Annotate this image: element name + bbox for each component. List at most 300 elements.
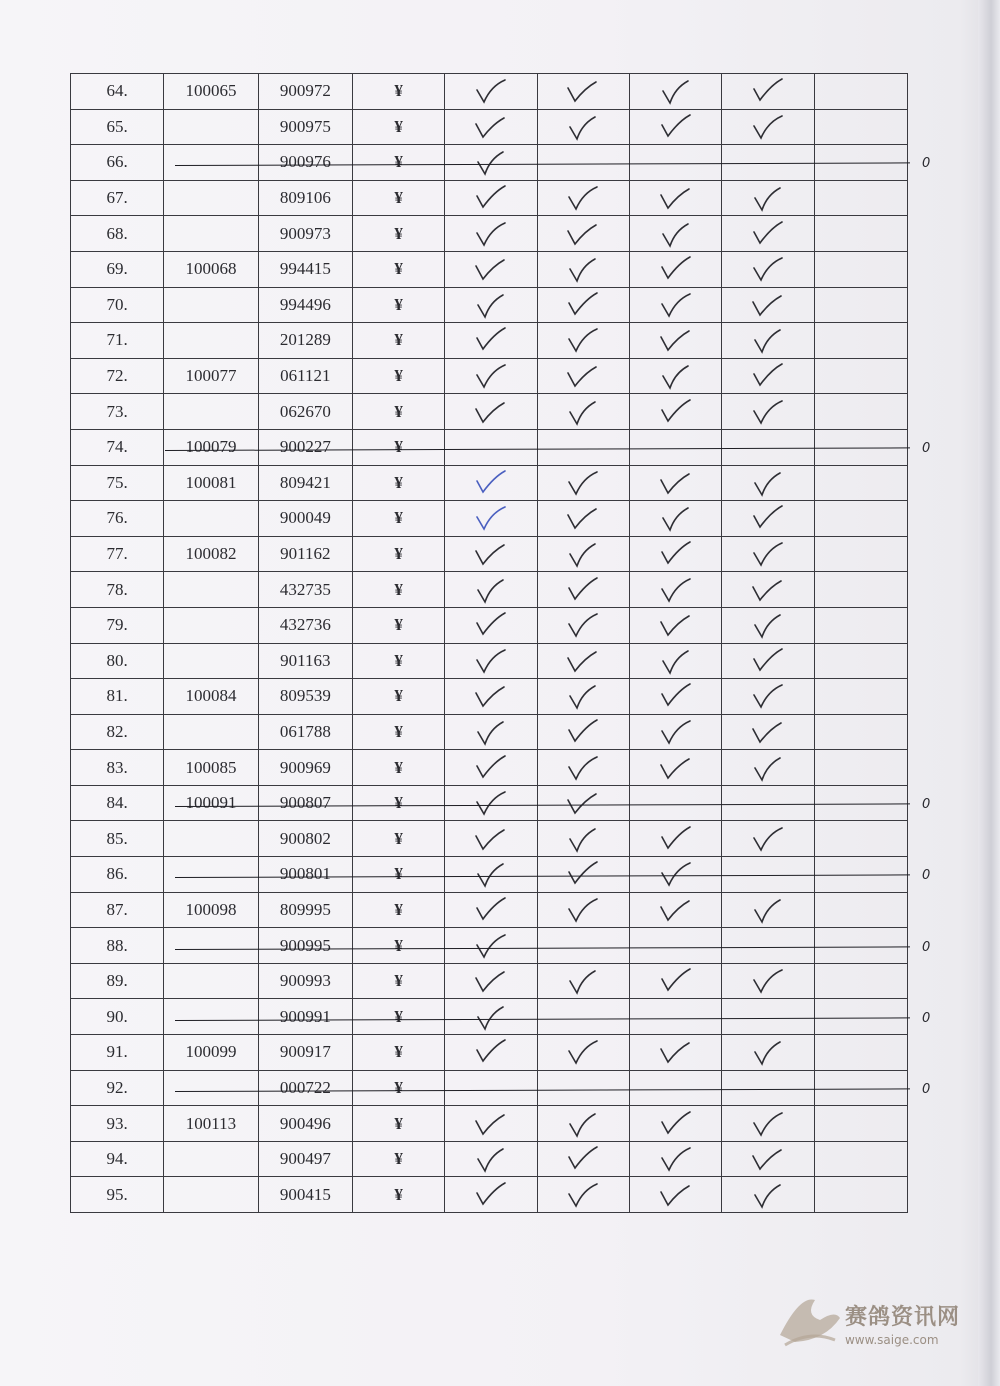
ring-number: 900802 [258, 821, 352, 857]
notes-cell [814, 572, 907, 608]
owner-id [164, 145, 258, 181]
checkmark-icon [748, 468, 788, 498]
check-cell [445, 750, 537, 786]
checkmark-icon [563, 76, 603, 106]
row-number: 72. [71, 358, 164, 394]
notes-cell [814, 963, 907, 999]
notes-cell [814, 714, 907, 750]
check-cell [722, 928, 814, 964]
check-cell [445, 572, 537, 608]
checkmark-icon [563, 824, 603, 854]
checkmark-icon [563, 183, 603, 213]
check-cell [445, 358, 537, 394]
table-row [71, 358, 908, 394]
ring-number: 809421 [258, 465, 352, 501]
owner-id [164, 394, 258, 430]
check-cell [629, 1035, 721, 1071]
check-cell [722, 536, 814, 572]
ring-number: 061121 [258, 358, 352, 394]
checkmark-icon [563, 1144, 603, 1174]
checkmark-icon [748, 1109, 788, 1139]
check-cell [629, 1106, 721, 1142]
table-row [71, 287, 908, 323]
checkmark-icon [656, 254, 696, 284]
checkmark-icon [656, 1037, 696, 1067]
row-number: 95. [71, 1177, 164, 1213]
table-body [71, 74, 908, 1213]
checkmark-icon [471, 753, 511, 783]
owner-id: 100113 [164, 1106, 258, 1142]
check-cell [537, 536, 629, 572]
checkmark-icon [563, 219, 603, 249]
check-cell [445, 109, 537, 145]
checkmark-icon [563, 325, 603, 355]
ring-number: 900497 [258, 1141, 352, 1177]
check-cell [445, 607, 537, 643]
check-cell [629, 1177, 721, 1213]
checkmark-icon [748, 753, 788, 783]
currency-mark: ¥ [352, 857, 444, 893]
checkmark-icon [563, 717, 603, 747]
check-cell [445, 643, 537, 679]
check-cell [445, 679, 537, 715]
margin-zero-mark: 0 [922, 441, 931, 457]
row-number: 84. [71, 785, 164, 821]
table-row [71, 216, 908, 252]
notes-cell [814, 109, 907, 145]
row-number: 70. [71, 287, 164, 323]
row-number: 75. [71, 465, 164, 501]
checkmark-icon [748, 254, 788, 284]
owner-id [164, 216, 258, 252]
ring-number: 900496 [258, 1106, 352, 1142]
checkmark-icon [471, 717, 511, 747]
check-cell [722, 394, 814, 430]
table-row [71, 74, 908, 110]
notes-cell [814, 501, 907, 537]
owner-id [164, 180, 258, 216]
owner-id: 100065 [164, 74, 258, 110]
owner-id [164, 643, 258, 679]
currency-mark: ¥ [352, 999, 444, 1035]
table-row [71, 109, 908, 145]
check-cell [445, 892, 537, 928]
currency-mark: ¥ [352, 394, 444, 430]
ring-number: 201289 [258, 323, 352, 359]
check-cell [537, 180, 629, 216]
check-cell [537, 1141, 629, 1177]
checkmark-icon [563, 397, 603, 427]
owner-id: 100081 [164, 465, 258, 501]
owner-id [164, 1141, 258, 1177]
ring-number: 000722 [258, 1070, 352, 1106]
currency-mark: ¥ [352, 963, 444, 999]
check-cell [629, 358, 721, 394]
notes-cell [814, 536, 907, 572]
ring-number: 994415 [258, 251, 352, 287]
check-cell [722, 892, 814, 928]
row-number: 66. [71, 145, 164, 181]
checkmark-icon [471, 788, 511, 818]
table-row [71, 323, 908, 359]
check-cell [445, 928, 537, 964]
ring-number: 432736 [258, 607, 352, 643]
row-number: 82. [71, 714, 164, 750]
notes-cell [814, 1035, 907, 1071]
row-number: 81. [71, 679, 164, 715]
check-cell [722, 501, 814, 537]
check-cell [722, 109, 814, 145]
check-cell [629, 501, 721, 537]
row-number: 79. [71, 607, 164, 643]
currency-mark: ¥ [352, 180, 444, 216]
ring-number: 900917 [258, 1035, 352, 1071]
checkmark-icon [748, 1144, 788, 1174]
check-cell [445, 999, 537, 1035]
notes-cell [814, 679, 907, 715]
watermark-url: www.saige.com [844, 1333, 939, 1347]
checkmark-icon [563, 895, 603, 925]
checkmark-icon [471, 1037, 511, 1067]
table-row [71, 714, 908, 750]
check-cell [445, 536, 537, 572]
notes-cell [814, 1141, 907, 1177]
notes-cell [814, 465, 907, 501]
check-cell [629, 714, 721, 750]
ring-number: 432735 [258, 572, 352, 608]
notes-cell [814, 74, 907, 110]
row-number: 65. [71, 109, 164, 145]
check-cell [629, 928, 721, 964]
checkmark-icon [748, 575, 788, 605]
ring-number: 900993 [258, 963, 352, 999]
check-cell [445, 963, 537, 999]
margin-zero-mark: 0 [922, 156, 931, 172]
checkmark-icon [656, 468, 696, 498]
currency-mark: ¥ [352, 785, 444, 821]
check-cell [445, 251, 537, 287]
check-cell [537, 429, 629, 465]
check-cell [722, 572, 814, 608]
checkmark-icon [748, 610, 788, 640]
currency-mark: ¥ [352, 216, 444, 252]
checkmark-icon [748, 503, 788, 533]
check-cell [722, 750, 814, 786]
check-cell [445, 74, 537, 110]
row-number: 68. [71, 216, 164, 252]
pigeon-logo-icon [775, 1290, 845, 1350]
page-edge [978, 0, 1000, 1386]
checkmark-icon [471, 147, 511, 177]
ring-number: 900227 [258, 429, 352, 465]
ring-number: 900801 [258, 857, 352, 893]
currency-mark: ¥ [352, 572, 444, 608]
ring-number: 900991 [258, 999, 352, 1035]
check-cell [537, 251, 629, 287]
checkmark-icon [471, 1144, 511, 1174]
row-number: 85. [71, 821, 164, 857]
ring-number: 809995 [258, 892, 352, 928]
table-row [71, 607, 908, 643]
check-cell [445, 714, 537, 750]
margin-zero-mark: 0 [922, 1081, 931, 1097]
check-cell [629, 74, 721, 110]
check-cell [537, 892, 629, 928]
table-row [71, 501, 908, 537]
checkmark-icon [563, 610, 603, 640]
check-cell [537, 358, 629, 394]
check-cell [629, 1141, 721, 1177]
checkmark-icon [748, 76, 788, 106]
check-cell [445, 429, 537, 465]
row-number: 73. [71, 394, 164, 430]
checkmark-icon [471, 646, 511, 676]
table-row [71, 251, 908, 287]
checkmark-icon [471, 824, 511, 854]
owner-id [164, 607, 258, 643]
owner-id: 100084 [164, 679, 258, 715]
check-cell [537, 323, 629, 359]
check-cell [629, 821, 721, 857]
checkmark-icon [748, 1037, 788, 1067]
check-cell [722, 216, 814, 252]
checkmark-icon [471, 290, 511, 320]
table-row [71, 1106, 908, 1142]
notes-cell [814, 750, 907, 786]
check-cell [537, 1106, 629, 1142]
table-row [71, 572, 908, 608]
check-cell [629, 216, 721, 252]
row-number: 92. [71, 1070, 164, 1106]
ring-number: 900972 [258, 74, 352, 110]
currency-mark: ¥ [352, 714, 444, 750]
check-cell [629, 963, 721, 999]
owner-id [164, 821, 258, 857]
check-cell [537, 109, 629, 145]
owner-id [164, 999, 258, 1035]
checkmark-icon [656, 76, 696, 106]
currency-mark: ¥ [352, 251, 444, 287]
check-cell [445, 1141, 537, 1177]
table-row [71, 928, 908, 964]
check-cell [629, 607, 721, 643]
ring-number: 900969 [258, 750, 352, 786]
owner-id [164, 572, 258, 608]
ring-number: 900976 [258, 145, 352, 181]
ring-number: 900975 [258, 109, 352, 145]
owner-id: 100098 [164, 892, 258, 928]
check-cell [537, 74, 629, 110]
row-number: 71. [71, 323, 164, 359]
check-cell [722, 963, 814, 999]
owner-id [164, 501, 258, 537]
checkmark-icon [656, 895, 696, 925]
checkmark-icon [748, 112, 788, 142]
checkmark-icon [748, 539, 788, 569]
checkmark-icon [471, 1109, 511, 1139]
check-cell [445, 145, 537, 181]
check-cell [722, 643, 814, 679]
table-row [71, 465, 908, 501]
check-cell [537, 857, 629, 893]
check-cell [445, 501, 537, 537]
checkmark-icon [471, 931, 511, 961]
checkmark-icon [563, 503, 603, 533]
checkmark-icon [563, 753, 603, 783]
check-cell [537, 1070, 629, 1106]
row-number: 91. [71, 1035, 164, 1071]
row-number: 87. [71, 892, 164, 928]
check-cell [629, 251, 721, 287]
check-cell [537, 572, 629, 608]
checkmark-icon [748, 966, 788, 996]
check-cell [445, 287, 537, 323]
checkmark-icon [471, 76, 511, 106]
currency-mark: ¥ [352, 536, 444, 572]
row-number: 77. [71, 536, 164, 572]
check-cell [722, 74, 814, 110]
owner-id: 100099 [164, 1035, 258, 1071]
check-cell [537, 750, 629, 786]
owner-id [164, 963, 258, 999]
check-cell [629, 892, 721, 928]
margin-zero-mark: 0 [922, 939, 931, 955]
owner-id [164, 714, 258, 750]
currency-mark: ¥ [352, 750, 444, 786]
notes-cell [814, 607, 907, 643]
owner-id [164, 323, 258, 359]
checkmark-icon [748, 717, 788, 747]
ring-number: 900995 [258, 928, 352, 964]
owner-id: 100079 [164, 429, 258, 465]
currency-mark: ¥ [352, 1070, 444, 1106]
margin-zero-mark: 0 [922, 1010, 931, 1026]
check-cell [537, 643, 629, 679]
check-cell [629, 180, 721, 216]
check-cell [722, 679, 814, 715]
currency-mark: ¥ [352, 679, 444, 715]
checkmark-icon [656, 753, 696, 783]
owner-id [164, 1177, 258, 1213]
notes-cell [814, 892, 907, 928]
checkmark-icon [471, 503, 511, 533]
checkmark-icon [471, 254, 511, 284]
watermark-title: 赛鸽资讯网 [844, 1305, 960, 1330]
check-cell [537, 607, 629, 643]
check-cell [722, 287, 814, 323]
checkmark-icon [748, 183, 788, 213]
table-row [71, 821, 908, 857]
owner-id: 100082 [164, 536, 258, 572]
check-cell [629, 1070, 721, 1106]
checkmark-icon [471, 468, 511, 498]
check-cell [722, 714, 814, 750]
table-row [71, 1141, 908, 1177]
ring-number: 900807 [258, 785, 352, 821]
ring-number: 901163 [258, 643, 352, 679]
checkmark-icon [656, 966, 696, 996]
margin-zero-mark: 0 [922, 868, 931, 884]
owner-id [164, 287, 258, 323]
owner-id [164, 1070, 258, 1106]
check-cell [537, 679, 629, 715]
checkmark-icon [563, 290, 603, 320]
checkmark-icon [656, 325, 696, 355]
check-cell [722, 1177, 814, 1213]
owner-id: 100085 [164, 750, 258, 786]
checkmark-icon [656, 1109, 696, 1139]
check-cell [537, 216, 629, 252]
check-cell [629, 394, 721, 430]
row-number: 80. [71, 643, 164, 679]
check-cell [629, 287, 721, 323]
notes-cell [814, 287, 907, 323]
check-cell [722, 180, 814, 216]
notes-cell [814, 323, 907, 359]
check-cell [537, 714, 629, 750]
checkmark-icon [471, 397, 511, 427]
check-cell [629, 999, 721, 1035]
checkmark-icon [471, 966, 511, 996]
checkmark-icon [563, 1109, 603, 1139]
check-cell [537, 785, 629, 821]
checkmark-icon [471, 575, 511, 605]
row-number: 74. [71, 429, 164, 465]
check-cell [445, 1106, 537, 1142]
check-cell [537, 999, 629, 1035]
check-cell [537, 821, 629, 857]
currency-mark: ¥ [352, 145, 444, 181]
check-cell [445, 323, 537, 359]
notes-cell [814, 394, 907, 430]
check-cell [537, 394, 629, 430]
currency-mark: ¥ [352, 429, 444, 465]
row-number: 67. [71, 180, 164, 216]
checkmark-icon [656, 1180, 696, 1210]
table-row [71, 643, 908, 679]
checkmark-icon [563, 966, 603, 996]
currency-mark: ¥ [352, 287, 444, 323]
table-row [71, 180, 908, 216]
check-cell [629, 750, 721, 786]
table-row [71, 750, 908, 786]
owner-id: 100068 [164, 251, 258, 287]
check-cell [445, 821, 537, 857]
check-cell [445, 1035, 537, 1071]
checkmark-icon [471, 681, 511, 711]
checkmark-icon [563, 681, 603, 711]
row-number: 89. [71, 963, 164, 999]
checkmark-icon [656, 290, 696, 320]
checkmark-icon [471, 895, 511, 925]
currency-mark: ¥ [352, 1141, 444, 1177]
registration-table [70, 73, 908, 1213]
table-row [71, 892, 908, 928]
table-row [71, 536, 908, 572]
checkmark-icon [656, 503, 696, 533]
checkmark-icon [563, 1037, 603, 1067]
ring-number: 900415 [258, 1177, 352, 1213]
currency-mark: ¥ [352, 109, 444, 145]
margin-zero-mark: 0 [922, 797, 931, 813]
watermark [845, 1300, 960, 1347]
currency-mark: ¥ [352, 892, 444, 928]
check-cell [722, 1141, 814, 1177]
row-number: 86. [71, 857, 164, 893]
row-number: 88. [71, 928, 164, 964]
check-cell [445, 465, 537, 501]
ring-number: 809539 [258, 679, 352, 715]
